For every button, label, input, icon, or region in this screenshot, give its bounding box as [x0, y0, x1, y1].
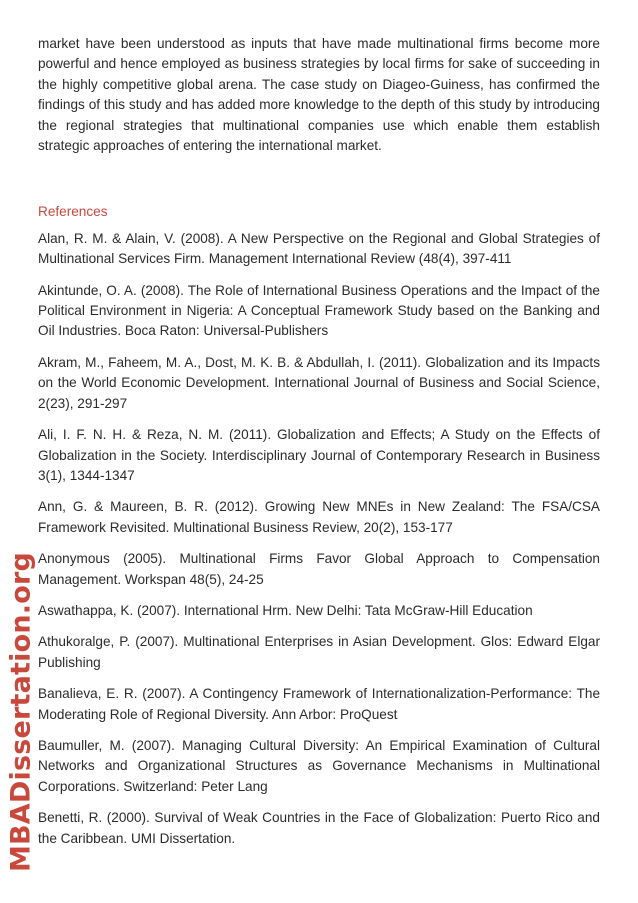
reference-item: Akram, M., Faheem, M. A., Dost, M. K. B. & Abdullah, I. (2011). Globalization and its Impacts on the World Economic Development. International Journal of Business and Social Science, 2(23), 291-297	[38, 354, 600, 411]
reference-item: Anonymous (2005). Multinational Firms Favor Global Approach to Compensation Management. Workspan 48(5), 24-25	[38, 551, 600, 587]
document-body	[38, 34, 600, 860]
reference-item: Akintunde, O. A. (2008). The Role of International Business Operations and the Impact of the Political Environment in Nigeria: A Conceptual Framework Study based on the Banking and Oil Industries. Boca Raton: Universal-Publishers	[38, 282, 600, 339]
reference-item: Athukoralge, P. (2007). Multinational Enterprises in Asian Development. Glos: Edward Elgar Publishing	[38, 634, 600, 670]
intro-paragraph: market have been understood as inputs that have made multinational firms become more powerful and hence employed as business strategies by local firms for sake of succeeding in the highly competitive global arena. The case study on Diageo-Guiness, has confirmed the findings of this study and has added more knowledge to the depth of this study by introducing the regional strategies that multinational companies use which enable them establish strategic approaches of entering the international market.	[38, 36, 600, 154]
reference-item: Aswathappa, K. (2007). International Hrm. New Delhi: Tata McGraw-Hill Education	[38, 602, 533, 618]
site-watermark	[0, 540, 42, 885]
reference-item: Ann, G. & Maureen, B. R. (2012). Growing New MNEs in New Zealand: The FSA/CSA Framework Revisited. Multinational Business Review, 20(2), 153-177	[38, 499, 600, 535]
reference-item: Baumuller, M. (2007). Managing Cultural Diversity: An Empirical Examination of Cultural Networks and Organizational Structures as Governance Mechanisms in Multinational Corporations. Switzerland: Peter Lang	[38, 737, 600, 794]
reference-list	[38, 229, 600, 849]
watermark-text: MBADissertation.org	[5, 551, 37, 873]
reference-item: Benetti, R. (2000). Survival of Weak Countries in the Face of Globalization: Puerto Rico and the Caribbean. UMI Dissertation.	[38, 810, 600, 846]
reference-item: Ali, I. F. N. H. & Reza, N. M. (2011). Globalization and Effects; A Study on the Effects of Globalization in the Society. Interdisciplinary Journal of Contemporary Research in Business 3(1), 1344-1347	[38, 427, 600, 483]
reference-item: Banalieva, E. R. (2007). A Contingency Framework of Internationalization-Performance: The Moderating Role of Regional Diversity. Ann Arbor: ProQuest	[38, 686, 600, 722]
reference-item: Alan, R. M. & Alain, V. (2008). A New Perspective on the Regional and Global Strategies of Multinational Services Firm. Management International Review (48(4), 397-411	[38, 230, 600, 267]
references-heading: References	[38, 204, 108, 220]
